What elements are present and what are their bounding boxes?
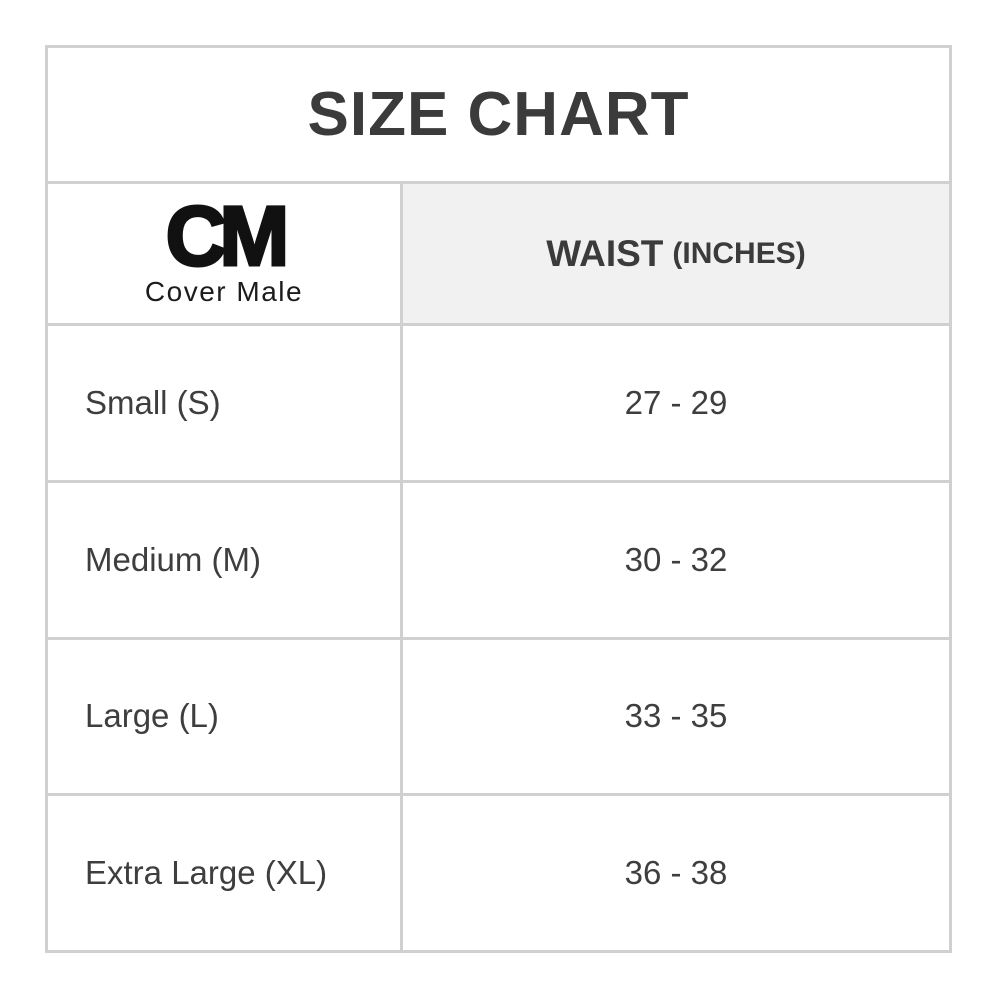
waist-header-label: WAIST xyxy=(546,232,664,274)
brand-logo xyxy=(48,184,400,323)
table-row-xlarge-waist: 36 - 38 xyxy=(403,796,949,950)
table-row-xlarge-size: Extra Large (XL) xyxy=(48,796,400,950)
table-row-large-waist: 33 - 35 xyxy=(403,640,949,794)
table-row-small-waist: 27 - 29 xyxy=(403,326,949,480)
table-row-large-size: Large (L) xyxy=(48,640,400,794)
brand-logo-initials: CM xyxy=(165,188,283,283)
brand-logo-name: Cover Male xyxy=(144,276,304,308)
column-header-waist xyxy=(403,184,949,323)
table-row-medium-waist: 30 - 32 xyxy=(403,483,949,637)
page-title: SIZE CHART xyxy=(307,80,690,149)
waist-header-unit: (INCHES) xyxy=(672,236,806,270)
table-row-small-size: Small (S) xyxy=(48,326,400,480)
table-row-medium-size: Medium (M) xyxy=(48,483,400,637)
size-chart-table xyxy=(45,45,952,953)
title-row xyxy=(48,48,949,181)
